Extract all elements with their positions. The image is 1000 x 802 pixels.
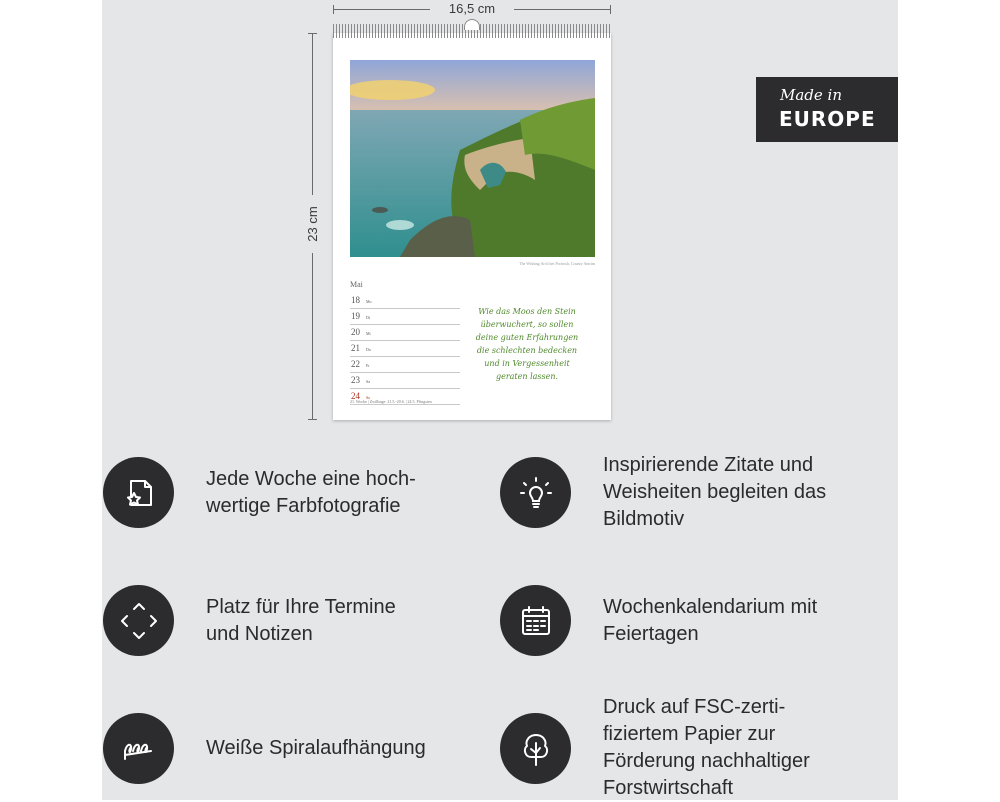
feature-text: Jede Woche eine hoch- wertige Farbfotografie: [206, 468, 416, 517]
expand-arrows-icon: [103, 585, 174, 656]
weekday: Di: [366, 315, 370, 320]
feature-text: Inspirierende Zitate und Weisheiten begleiten das Bildmotiv: [603, 454, 827, 530]
day-row: [350, 357, 460, 373]
tree-icon: [500, 713, 571, 784]
day-row: [350, 293, 460, 309]
month-label: Mai: [350, 280, 363, 289]
weekday: Mi: [366, 331, 371, 336]
feature-text: Platz für Ihre Termine und Notizen: [206, 596, 396, 645]
quote-text: Wie das Moos den Stein überwuchert, so sollen deine guten Erfahrungen die schlechten bedecken und in Vergessenheit geraten lassen.: [475, 307, 579, 381]
day-row: [350, 325, 460, 341]
day-row: [350, 341, 460, 357]
weekday: Sa: [366, 379, 370, 384]
weekday: So: [366, 395, 371, 400]
calendar-footer: 21. Woche | Zwillinge: 21.5.-20.6. | 24.5. Pfingsten: [350, 399, 432, 404]
day-list: [350, 293, 460, 405]
day-number: 20: [351, 327, 360, 337]
day-number: 23: [351, 375, 360, 385]
weekday: Do: [366, 347, 371, 352]
height-label: 23 cm: [304, 195, 322, 253]
feature-text: Weiße Spiralaufhängung: [206, 737, 426, 759]
badge-small-text: Made in: [780, 86, 843, 104]
made-in-europe-badge: [756, 77, 898, 142]
day-row: [350, 309, 460, 325]
feature-text: Druck auf FSC-zerti- fiziertem Papier zur Förderung nachhaltiger Forstwirtschaft: [603, 696, 810, 799]
spiral-icon: [103, 713, 174, 784]
day-row: [350, 373, 460, 389]
calendar-icon: [500, 585, 571, 656]
calendar-preview: [333, 33, 611, 420]
day-number: 22: [351, 359, 360, 369]
feature-text: Wochenkalendarium mit Feiertagen: [603, 596, 818, 645]
photo-caption: The Wishing Arch bei Portrush, County Antrim: [519, 261, 595, 266]
badge-big-text: EUROPE: [779, 107, 876, 131]
hanging-hook: [464, 19, 480, 30]
day-number: 19: [351, 311, 360, 321]
weekday: Fr: [366, 363, 370, 368]
star-page-icon: [103, 457, 174, 528]
landscape-photo: [350, 60, 595, 257]
width-label: 16,5 cm: [430, 0, 514, 18]
day-number: 18: [351, 295, 360, 305]
day-number: 24: [351, 391, 360, 401]
day-number: 21: [351, 343, 360, 353]
weekday: Mo: [366, 299, 372, 304]
lightbulb-icon: [500, 457, 571, 528]
